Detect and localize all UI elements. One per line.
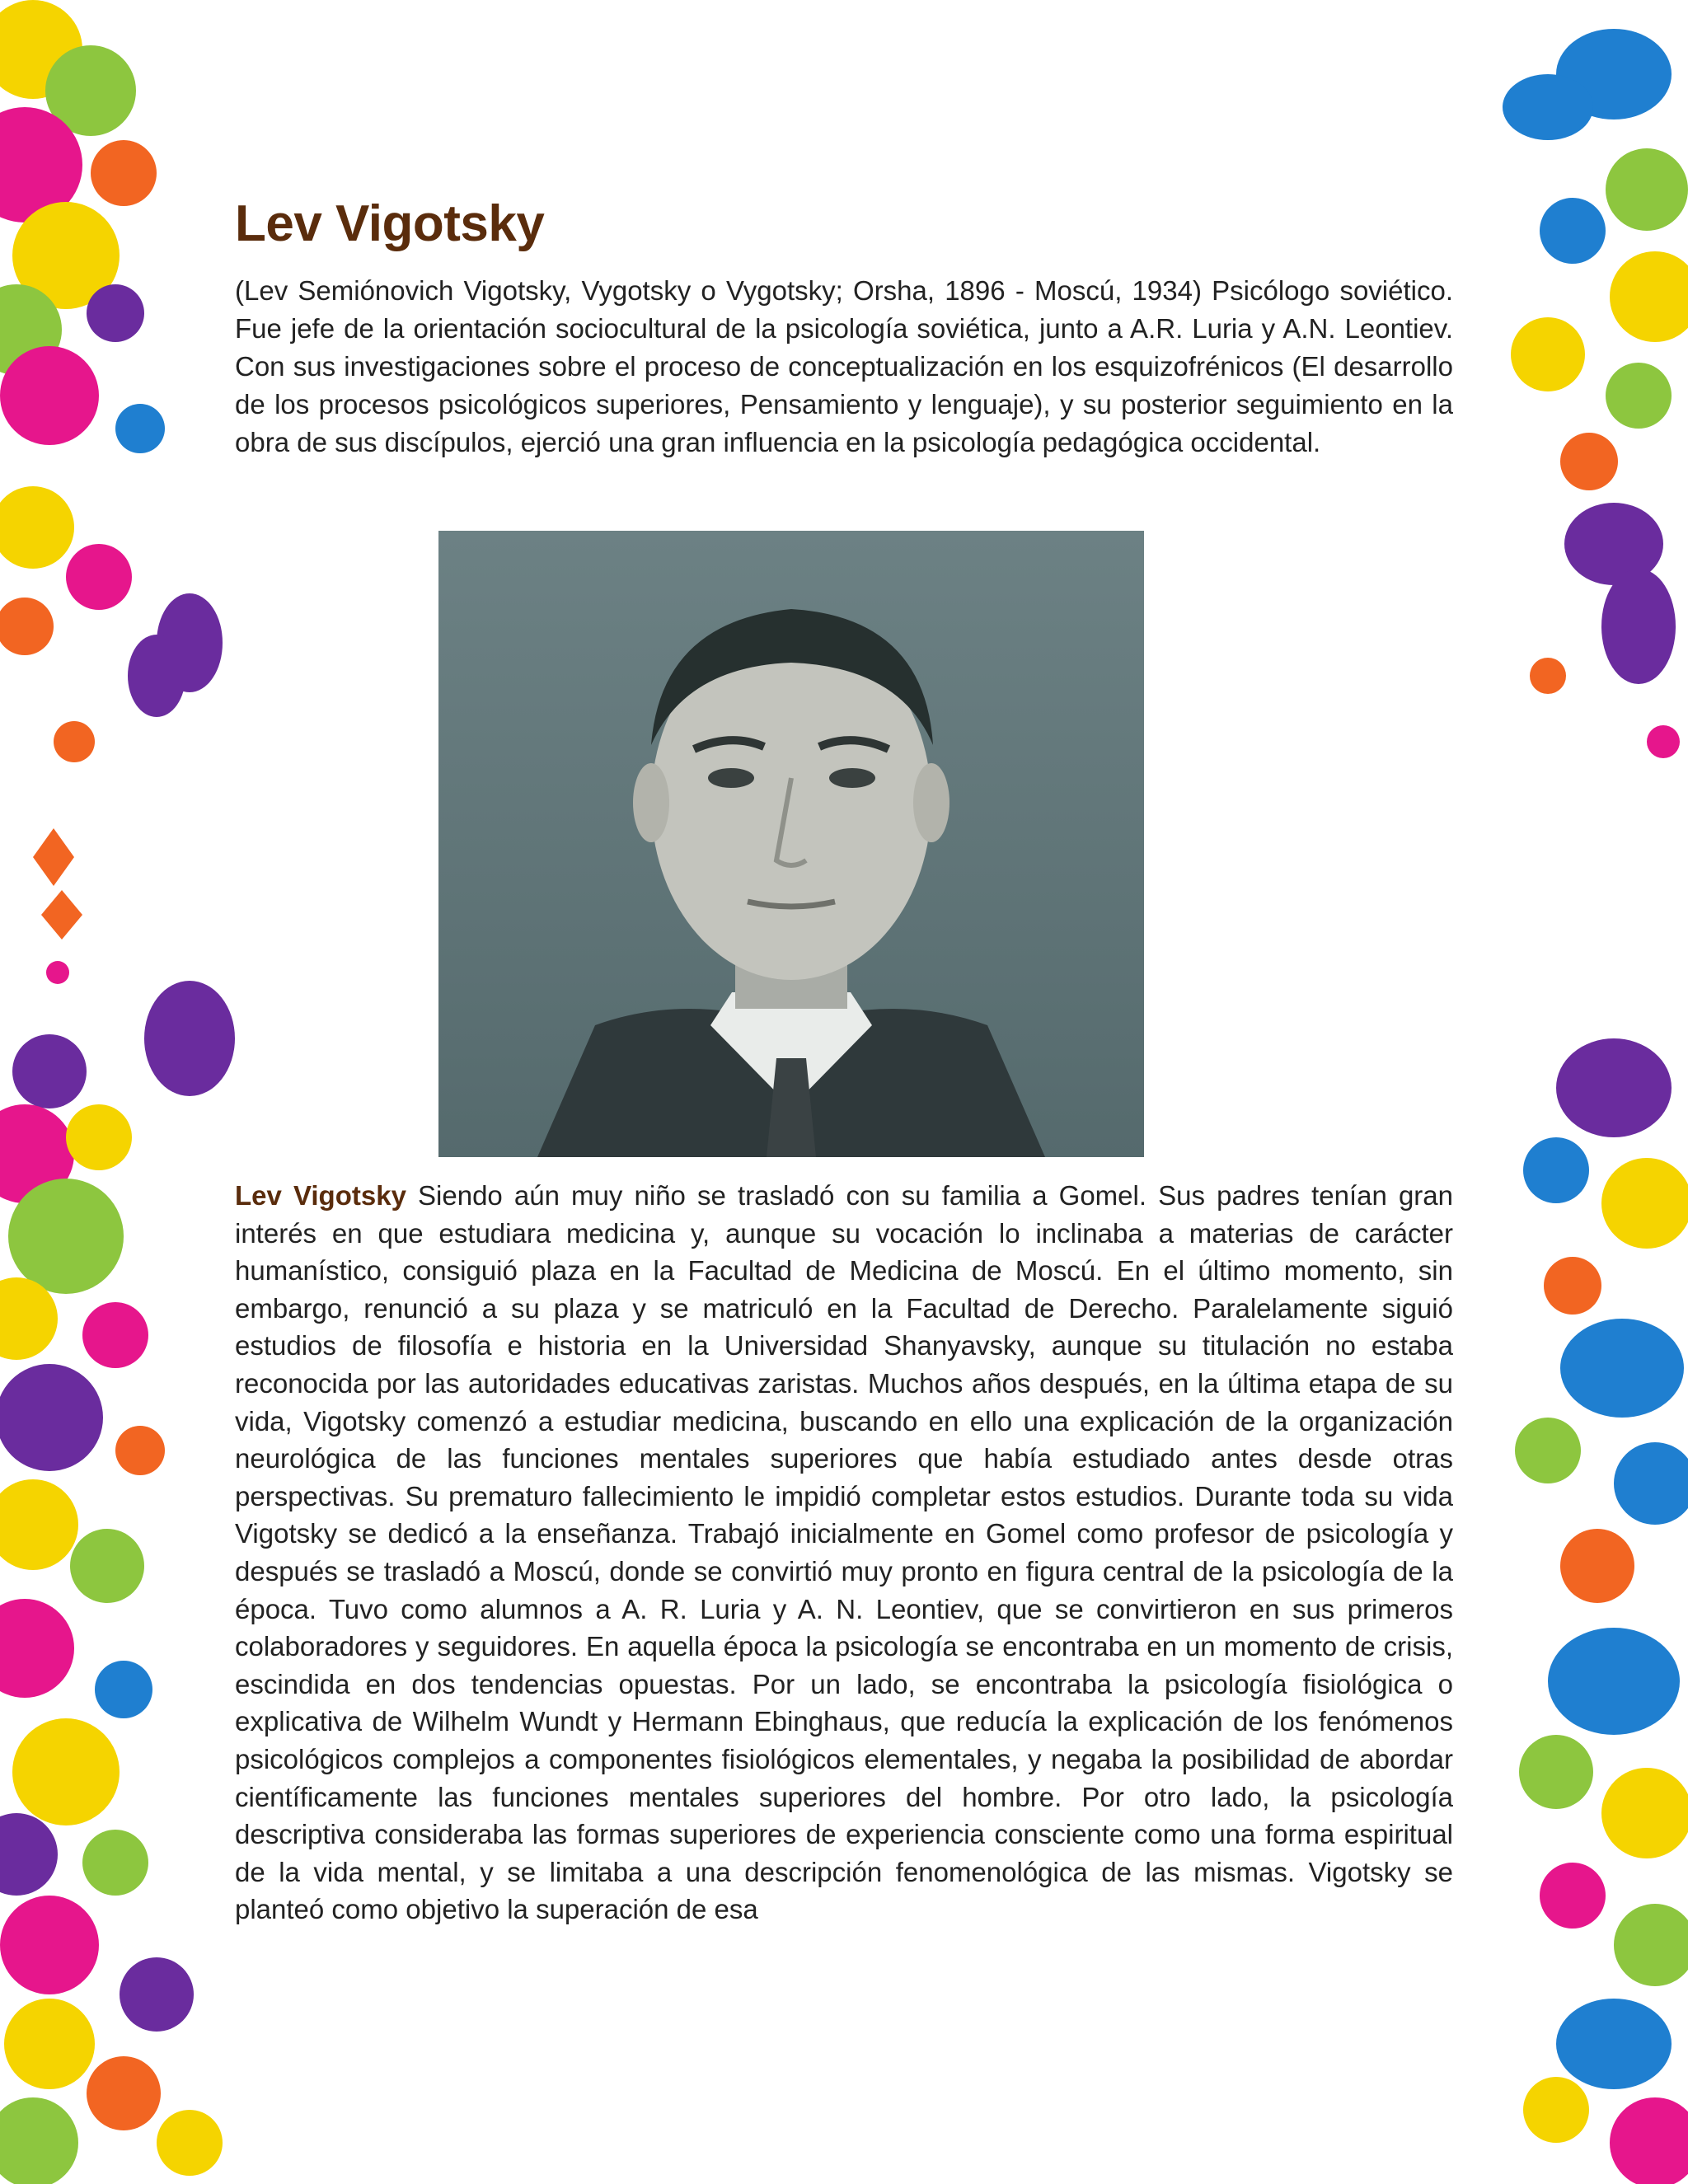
page-title: Lev Vigotsky [235,195,545,252]
body-text: Siendo aún muy niño se trasladó con su familia a Gomel. Sus padres tenían gran interés en que estudiara medicina y, aunque su vocación lo inclinaba a materias de carácter humanístico, consiguió plaza en la Facultad de Medicina de Moscú. En el último momento, sin embargo, renunció a su plaza y se matriculó en la Facultad de Derecho. Paralelamente siguió estudios de filosofía e historia en la Universidad Shanyavsky, aunque su titulación no estaba reconocida por las autoridades educativas zaristas. Muchos años después, en la última etapa de su vida, Vigotsky comenzó a estudiar medicina, buscando en ello una explicación de la organización neurológica de las funciones mentales superiores que había estudiado antes desde otras perspectivas. Su prematuro fallecimiento le impidió completar estos estudios. Durante toda su vida Vigotsky se dedicó a la enseñanza. Trabajó inicialmente en Gomel como profesor de psicología y después se trasladó a Moscú, donde se convirtió muy pronto en figura central de la psicología de la época. Tuvo como alumnos a A. R. Luria y A. N. Leontiev, que se convirtieron en sus primeros colaboradores y seguidores. En aquella época la psicología se encontraba en un momento de crisis, escindida en dos tendencias opuestas. Por un lado, se encontraba la psicología fisiológica o explicativa de Wilhelm Wundt y Hermann Ebinghaus, que reducía la explicación de los fenómenos psicológicos complejos a componentes fisiológicos elementales, y negaba la posibilidad de abordar científicamente las funciones mentales superiores del hombre. Por otro lado, la psicología descriptiva consideraba las formas superiores de experiencia consciente como una forma espiritual de la vida mental, y se limitaba a una descripción fenomenológica de las mismas. Vigotsky se planteó como objetivo la superación de esa [235,1180,1453,1925]
paint-splash-decoration [0,0,239,2184]
decorative-border-right [1449,0,1688,2184]
portrait-image [438,531,1144,1157]
paint-splash-decoration [1449,0,1688,2184]
decorative-border-left [0,0,239,2184]
document-content [235,191,1453,1925]
body-lead-name: Lev Vigotsky [235,1180,406,1211]
intro-paragraph: (Lev Semiónovich Vigotsky, Vygotsky o Vygotsky; Orsha, 1896 - Moscú, 1934) Psicólogo soviético. Fue jefe de la orientación sociocultural de la psicología soviética, junto a A.R. Luria y A.N. Leontiev. Con sus investigaciones sobre el proceso de conceptualización en los esquizofrénicos (El desarrollo de los procesos psicológicos superiores, Pensamiento y lenguaje), y su posterior seguimiento en la obra de sus discípulos, ejerció una gran influencia en la psicología pedagógica occidental. [235,275,1453,457]
portrait-photo [438,531,1144,1157]
body-paragraph [235,1177,1453,1929]
